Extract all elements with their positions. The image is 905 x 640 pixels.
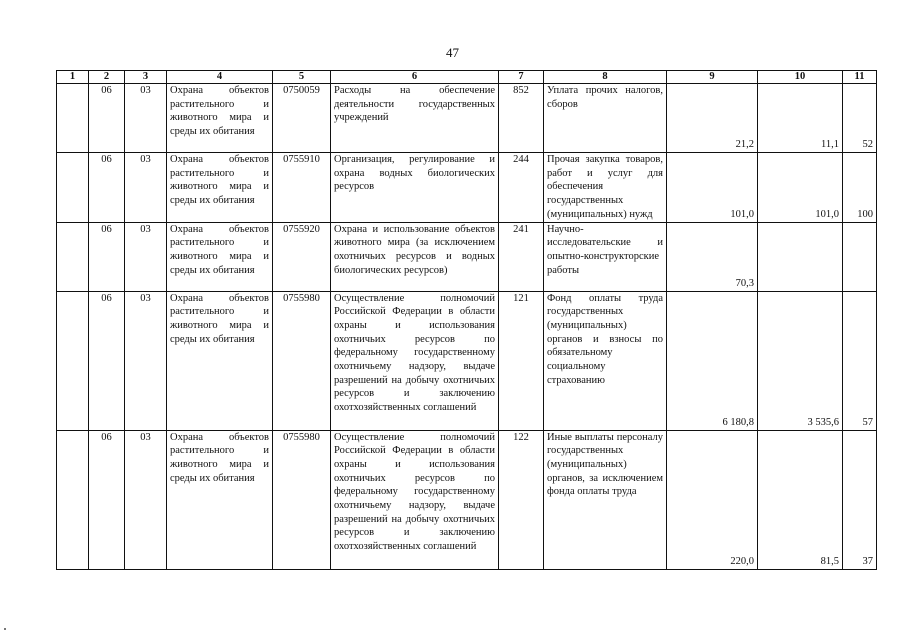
- cell-section: 06: [89, 222, 125, 291]
- cell-actual-value: 81,5: [758, 430, 843, 569]
- cell-target-name: Организация, регулирование и охрана водных биологических ресурсов: [331, 153, 499, 223]
- cell-col1: [57, 430, 89, 569]
- cell-percent: 52: [843, 84, 877, 153]
- cell-expense-name: Фонд оплаты труда государственных (муниципальных) органов и взносы по обязательному социальному страхованию: [544, 291, 667, 430]
- cell-target-name: Расходы на обеспечение деятельности государственных учреждений: [331, 84, 499, 153]
- cell-subsection-name: Охрана объектов растительного и животного мира и среды их обитания: [167, 430, 273, 569]
- cell-percent: [843, 222, 877, 291]
- column-header: 11: [843, 71, 877, 84]
- table-row: [57, 291, 877, 430]
- cell-expense-name: Научно-исследовательские и опытно-конструкторские работы: [544, 222, 667, 291]
- cell-expense-name: Уплата прочих налогов, сборов: [544, 84, 667, 153]
- cell-subsection-name: Охрана объектов растительного и животного мира и среды их обитания: [167, 291, 273, 430]
- cell-target-code: 0755980: [273, 430, 331, 569]
- cell-col1: [57, 222, 89, 291]
- cell-target-code: 0750059: [273, 84, 331, 153]
- cell-plan-value: 101,0: [667, 153, 758, 223]
- column-header: 5: [273, 71, 331, 84]
- page-number: 47: [446, 45, 459, 60]
- cell-plan-value: 21,2: [667, 84, 758, 153]
- cell-expense-type: 852: [499, 84, 544, 153]
- cell-plan-value: 70,3: [667, 222, 758, 291]
- cell-plan-value: 220,0: [667, 430, 758, 569]
- cell-percent: 37: [843, 430, 877, 569]
- cell-target-code: 0755920: [273, 222, 331, 291]
- column-header: 7: [499, 71, 544, 84]
- cell-actual-value: 3 535,6: [758, 291, 843, 430]
- cell-target-name: Осуществление полномочий Российской Федерации в области охраны и использования охотничьих ресурсов по федеральному государственному охотничьему надзору, выдаче разрешений на добычу охотничьих ресурсов и заключению охотхозяйственных соглашений: [331, 291, 499, 430]
- cell-subsection: 03: [125, 430, 167, 569]
- cell-subsection: 03: [125, 291, 167, 430]
- table-row: [57, 222, 877, 291]
- cell-expense-name: Прочая закупка товаров, работ и услуг для обеспечения государственных (муниципальных) нужд: [544, 153, 667, 223]
- column-header: 6: [331, 71, 499, 84]
- column-header: 1: [57, 71, 89, 84]
- cell-target-code: 0755910: [273, 153, 331, 223]
- table-row: [57, 84, 877, 153]
- cell-expense-type: 244: [499, 153, 544, 223]
- cell-subsection: 03: [125, 153, 167, 223]
- cell-actual-value: 101,0: [758, 153, 843, 223]
- cell-expense-type: 241: [499, 222, 544, 291]
- cell-actual-value: [758, 222, 843, 291]
- column-header: 2: [89, 71, 125, 84]
- cell-expense-name: Иные выплаты персоналу государственных (муниципальных) органов, за исключением фонда оплаты труда: [544, 430, 667, 569]
- cell-subsection: 03: [125, 222, 167, 291]
- column-header: 9: [667, 71, 758, 84]
- cell-col1: [57, 153, 89, 223]
- header-row: [57, 71, 877, 84]
- cell-target-code: 0755980: [273, 291, 331, 430]
- cell-subsection-name: Охрана объектов растительного и животного мира и среды их обитания: [167, 84, 273, 153]
- column-header: 3: [125, 71, 167, 84]
- cell-section: 06: [89, 84, 125, 153]
- cell-percent: 57: [843, 291, 877, 430]
- cell-col1: [57, 84, 89, 153]
- cell-subsection: 03: [125, 84, 167, 153]
- cell-plan-value: 6 180,8: [667, 291, 758, 430]
- column-header: 4: [167, 71, 273, 84]
- table-row: [57, 153, 877, 223]
- column-header: 8: [544, 71, 667, 84]
- table-row: [57, 430, 877, 569]
- cell-expense-type: 122: [499, 430, 544, 569]
- cell-target-name: Охрана и использование объектов животного мира (за исключением охотничьих ресурсов и водных биологических ресурсов): [331, 222, 499, 291]
- cell-actual-value: 11,1: [758, 84, 843, 153]
- scan-speck: [4, 628, 6, 630]
- cell-expense-type: 121: [499, 291, 544, 430]
- column-header: 10: [758, 71, 843, 84]
- cell-section: 06: [89, 153, 125, 223]
- cell-col1: [57, 291, 89, 430]
- cell-section: 06: [89, 430, 125, 569]
- cell-subsection-name: Охрана объектов растительного и животного мира и среды их обитания: [167, 153, 273, 223]
- cell-percent: 100: [843, 153, 877, 223]
- budget-table: [56, 70, 877, 570]
- cell-target-name: Осуществление полномочий Российской Федерации в области охраны и использования охотничьих ресурсов по федеральному государственному охотничьему надзору, выдаче разрешений на добычу охотничьих ресурсов и заключению охотхозяйственных соглашений: [331, 430, 499, 569]
- cell-subsection-name: Охрана объектов растительного и животного мира и среды их обитания: [167, 222, 273, 291]
- cell-section: 06: [89, 291, 125, 430]
